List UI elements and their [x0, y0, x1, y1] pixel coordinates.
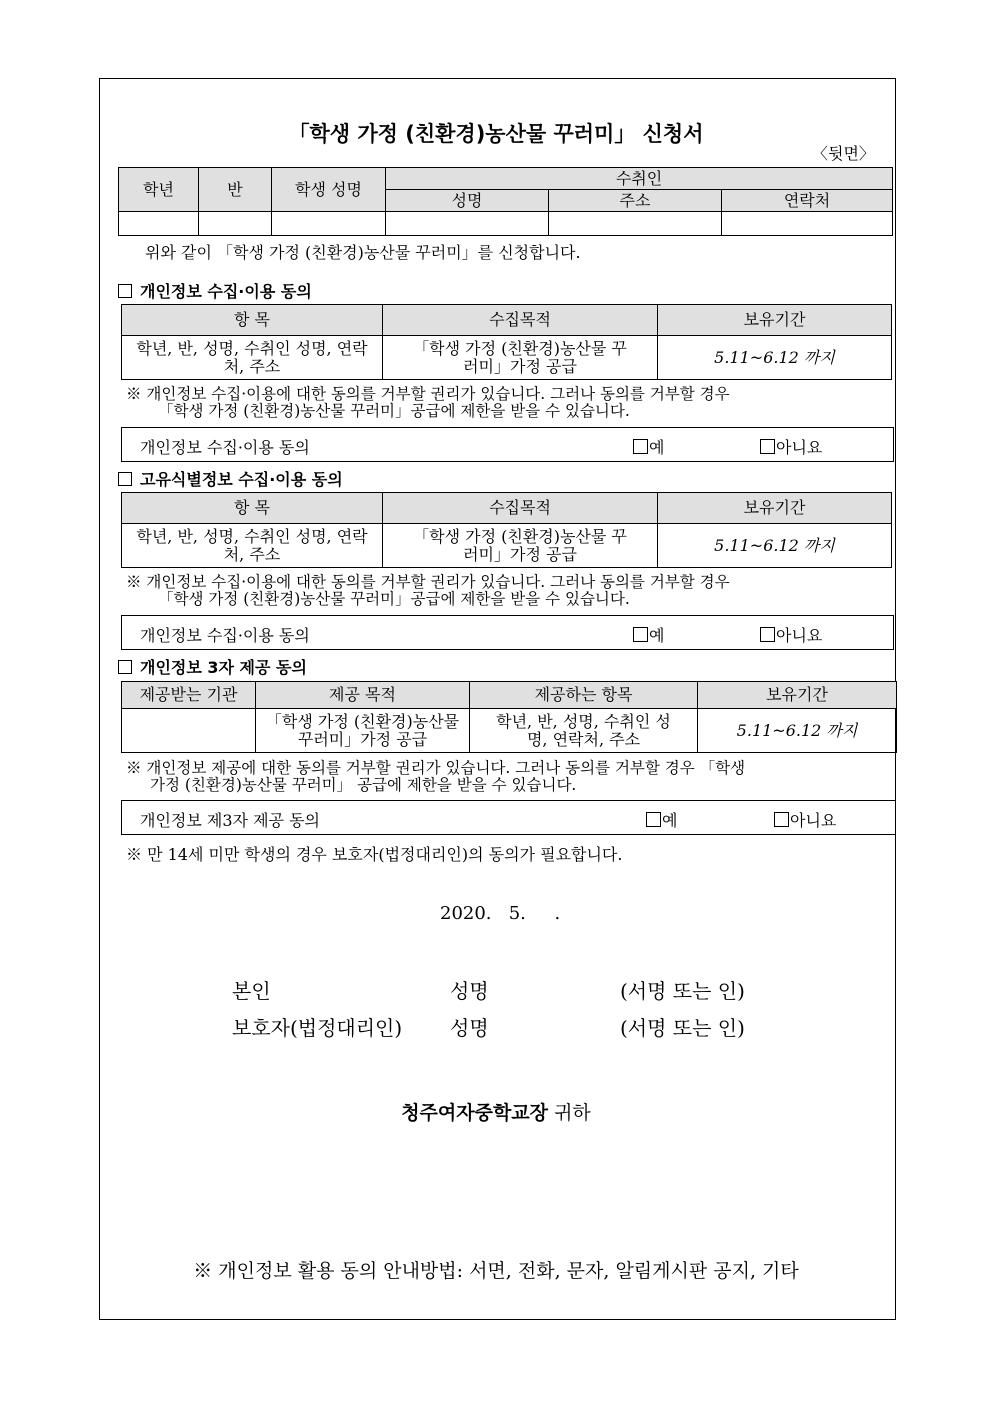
section3-org-cell[interactable] — [122, 709, 256, 753]
checkbox-square-icon — [118, 472, 132, 486]
school-principal: 청주여자중학교장 — [401, 1102, 549, 1124]
self-name-label: 성명 — [450, 979, 489, 1003]
checkbox-square-icon — [118, 660, 132, 674]
section3-items: 학년, 반, 성명, 수취인 성명, 연락처, 주소 — [470, 709, 698, 753]
section2-item: 학년, 반, 성명, 수취인 성명, 연락처, 주소 — [122, 524, 383, 568]
section2-consent-label: 개인정보 수집·이용 동의 — [140, 626, 310, 645]
section2-period: 5.11~6.12 까지 — [658, 524, 892, 568]
header-recipient-contact: 연락처 — [722, 190, 893, 212]
section3-note-line2: 가정 (친환경)농산물 꾸러미」 공급에 제한을 받을 수 있습니다. — [150, 776, 577, 794]
section2-no-option[interactable] — [760, 623, 822, 646]
section1-note-line2: 「학생 가정 (친환경)농산물 꾸러미」공급에 제한을 받을 수 있습니다. — [158, 402, 630, 420]
section3-no-checkbox[interactable] — [774, 812, 789, 827]
section2-yes-option[interactable] — [633, 623, 664, 646]
section1-heading — [118, 279, 312, 302]
section1-item: 학년, 반, 성명, 수취인 성명, 연락처, 주소 — [122, 336, 383, 380]
section1-yes-checkbox[interactable] — [633, 439, 648, 454]
header-recipient: 수취인 — [386, 168, 893, 190]
section1-note — [126, 386, 886, 420]
grade-cell[interactable] — [119, 212, 199, 236]
section2-header-item: 항 목 — [122, 493, 383, 524]
section3-consent-label: 개인정보 제3자 제공 동의 — [140, 811, 320, 830]
apply-sentence: 위와 같이 「학생 가정 (친환경)농산물 꾸러미」를 신청합니다. — [145, 243, 581, 262]
recipient-line — [0, 1098, 992, 1125]
applicant-table — [118, 167, 893, 236]
section1-yes-label: 예 — [649, 438, 665, 457]
section2-yes-label: 예 — [649, 626, 665, 645]
section1-header-item: 항 목 — [122, 305, 383, 336]
section1-purpose: 「학생 가정 (친환경)농산물 꾸러미」가정 공급 — [383, 336, 658, 380]
section1-yes-option[interactable] — [633, 435, 664, 458]
header-recipient-name: 성명 — [386, 190, 549, 212]
section2-consent-row — [121, 615, 894, 650]
section2-header-period: 보유기간 — [658, 493, 892, 524]
self-label: 본인 — [232, 979, 271, 1003]
section3-period: 5.11~6.12 까지 — [698, 709, 897, 753]
section2-note — [126, 574, 886, 608]
section2-heading-text: 고유식별정보 수집·이용 동의 — [140, 470, 343, 489]
recipient-address-cell[interactable] — [549, 212, 722, 236]
guardian-name-label: 성명 — [450, 1016, 489, 1040]
recipient-suffix: 귀하 — [554, 1102, 591, 1124]
section3-heading — [118, 655, 307, 678]
recipient-name-cell[interactable] — [386, 212, 549, 236]
section1-no-option[interactable] — [760, 435, 822, 458]
section1-header-period: 보유기간 — [658, 305, 892, 336]
section1-header-purpose: 수집목적 — [383, 305, 658, 336]
guardian-sign-label: (서명 또는 인) — [620, 1016, 745, 1040]
section3-no-option[interactable] — [774, 808, 836, 831]
header-student-name: 학생 성명 — [272, 168, 386, 212]
section3-no-label: 아니요 — [790, 811, 837, 830]
section1-no-label: 아니요 — [776, 438, 823, 457]
section3-yes-checkbox[interactable] — [646, 812, 661, 827]
section2-note-line1: ※ 개인정보 수집·이용에 대한 동의를 거부할 권리가 있습니다. 그러나 동의를 거부할 경우 — [126, 573, 730, 591]
section1-note-line1: ※ 개인정보 수집·이용에 대한 동의를 거부할 권리가 있습니다. 그러나 동의를 거부할 경우 — [126, 385, 730, 403]
section3-note — [126, 760, 886, 794]
section3-header-purpose: 제공 목적 — [256, 682, 470, 709]
section1-consent-label: 개인정보 수집·이용 동의 — [140, 438, 310, 457]
section1-table — [121, 304, 892, 380]
class-cell[interactable] — [199, 212, 272, 236]
header-recipient-address: 주소 — [549, 190, 722, 212]
age-note: ※ 만 14세 미만 학생의 경우 보호자(법정대리인)의 동의가 필요합니다. — [126, 845, 623, 864]
section3-header-period: 보유기간 — [698, 682, 897, 709]
section3-consent-row — [121, 800, 896, 835]
section3-heading-text: 개인정보 3자 제공 동의 — [140, 658, 307, 677]
section3-yes-label: 예 — [662, 811, 678, 830]
section1-consent-row — [121, 427, 894, 462]
section3-header-org: 제공받는 기관 — [122, 682, 256, 709]
section1-period: 5.11~6.12 까지 — [658, 336, 892, 380]
section3-header-items: 제공하는 항목 — [470, 682, 698, 709]
section3-note-line1: ※ 개인정보 제공에 대한 동의를 거부할 권리가 있습니다. 그러나 동의를 거부할 경우 「학생 — [126, 759, 746, 777]
back-side-label: 〈뒷면〉 — [812, 144, 875, 163]
section2-yes-checkbox[interactable] — [633, 627, 648, 642]
section3-yes-option[interactable] — [646, 808, 677, 831]
section1-heading-text: 개인정보 수집·이용 동의 — [140, 282, 312, 301]
section2-header-purpose: 수집목적 — [383, 493, 658, 524]
form-title: 「학생 가정 (친환경)농산물 꾸러미」 신청서 — [288, 122, 704, 146]
recipient-contact-cell[interactable] — [722, 212, 893, 236]
section1-no-checkbox[interactable] — [760, 439, 775, 454]
checkbox-square-icon — [118, 284, 132, 298]
footer-note: ※ 개인정보 활용 동의 안내방법: 서면, 전화, 문자, 알림게시판 공지, 기타 — [193, 1260, 799, 1282]
guardian-label: 보호자(법정대리인) — [232, 1016, 403, 1040]
section2-note-line2: 「학생 가정 (친환경)농산물 꾸러미」공급에 제한을 받을 수 있습니다. — [158, 590, 630, 608]
header-class: 반 — [199, 168, 272, 212]
self-sign-label: (서명 또는 인) — [620, 979, 745, 1003]
section2-no-label: 아니요 — [776, 626, 823, 645]
section2-table — [121, 492, 892, 568]
signature-date: 2020. 5. . — [440, 903, 561, 924]
section3-purpose: 「학생 가정 (친환경)농산물 꾸러미」가정 공급 — [256, 709, 470, 753]
section3-table — [121, 681, 897, 753]
section2-no-checkbox[interactable] — [760, 627, 775, 642]
student-name-cell[interactable] — [272, 212, 386, 236]
section2-heading — [118, 467, 343, 490]
section2-purpose: 「학생 가정 (친환경)농산물 꾸러미」가정 공급 — [383, 524, 658, 568]
header-grade: 학년 — [119, 168, 199, 212]
